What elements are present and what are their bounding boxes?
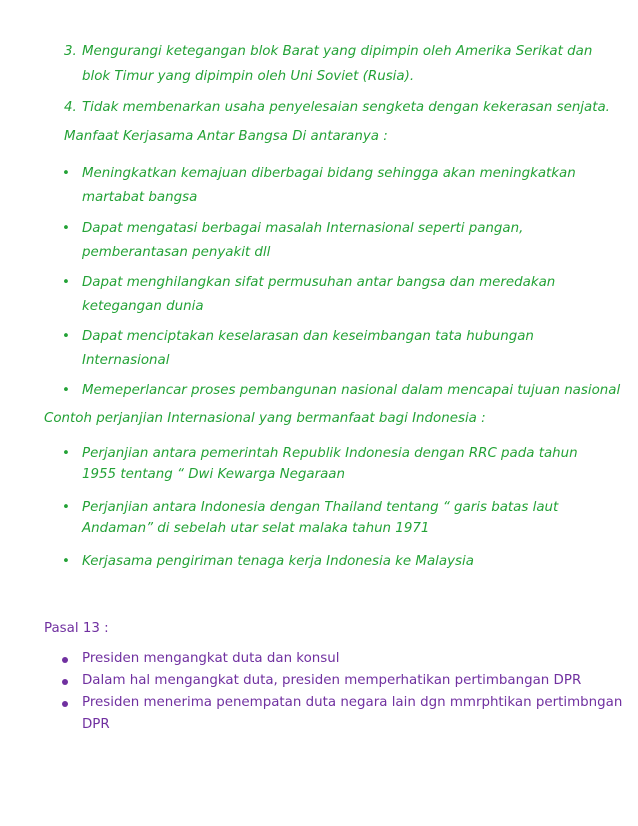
numbered-item-text: blok Timur yang dipimpin oleh Uni Soviet (Rusia). [82, 69, 415, 84]
pasal-item-text: Presiden mengangkat duta dan konsul [82, 651, 340, 666]
manfaat-item-text: Memeperlancar proses pembangunan nasional dalam mencapai tujuan nasional [82, 383, 621, 398]
bullet-marker: • [62, 500, 70, 515]
manfaat-item-text: ketegangan dunia [82, 299, 204, 314]
pasal-item-text: DPR [82, 717, 110, 732]
bullet-marker: • [62, 275, 70, 290]
contoh-item-text: Perjanjian antara pemerintah Republik Indonesia dengan RRC pada tahun [82, 446, 578, 461]
contoh-item-text: Kerjasama pengiriman tenaga kerja Indonesia ke Malaysia [82, 554, 474, 569]
bullet-marker: • [62, 446, 70, 461]
numbered-item-text: Mengurangi ketegangan blok Barat yang dipimpin oleh Amerika Serikat dan [82, 44, 593, 59]
bullet-marker: • [62, 221, 70, 236]
bullet-marker: • [62, 383, 70, 398]
bullet-marker: • [62, 166, 70, 181]
manfaat-item-text: pemberantasan penyakit dll [82, 245, 271, 260]
bullet-marker [62, 679, 68, 685]
manfaat-item-text: martabat bangsa [82, 190, 198, 205]
numbered-item-text: Tidak membenarkan usaha penyelesaian sengketa dengan kekerasan senjata. [82, 100, 610, 115]
contoh-heading: Contoh perjanjian Internasional yang bermanfaat bagi Indonesia : [44, 411, 486, 426]
contoh-item-text: Perjanjian antara Indonesia dengan Thailand tentang “ garis batas laut [82, 500, 559, 515]
manfaat-heading: Manfaat Kerjasama Antar Bangsa Di antaranya : [64, 129, 388, 144]
bullet-marker: • [62, 554, 70, 569]
pasal-item-text: Presiden menerima penempatan duta negara lain dgn mmrphtikan pertimbngan [82, 695, 623, 710]
manfaat-item-text: Dapat mengatasi berbagai masalah Internasional seperti pangan, [82, 221, 524, 236]
bullet-marker: • [62, 329, 70, 344]
pasal-heading: Pasal 13 : [44, 621, 109, 636]
manfaat-item-text: Dapat menciptakan keselarasan dan keseimbangan tata hubungan [82, 329, 534, 344]
contoh-item-text: Andaman” di sebelah utar selat malaka tahun 1971 [82, 521, 430, 536]
list-number: 3. [64, 44, 77, 59]
bullet-marker [62, 701, 68, 707]
list-number: 4. [64, 100, 77, 115]
contoh-item-text: 1955 tentang “ Dwi Kewarga Negaraan [82, 467, 345, 482]
pasal-item-text: Dalam hal mengangkat duta, presiden memperhatikan pertimbangan DPR [82, 673, 582, 688]
manfaat-item-text: Meningkatkan kemajuan diberbagai bidang sehingga akan meningkatkan [82, 166, 576, 181]
bullet-marker [62, 657, 68, 663]
manfaat-item-text: Internasional [82, 353, 170, 368]
manfaat-item-text: Dapat menghilangkan sifat permusuhan antar bangsa dan meredakan [82, 275, 556, 290]
